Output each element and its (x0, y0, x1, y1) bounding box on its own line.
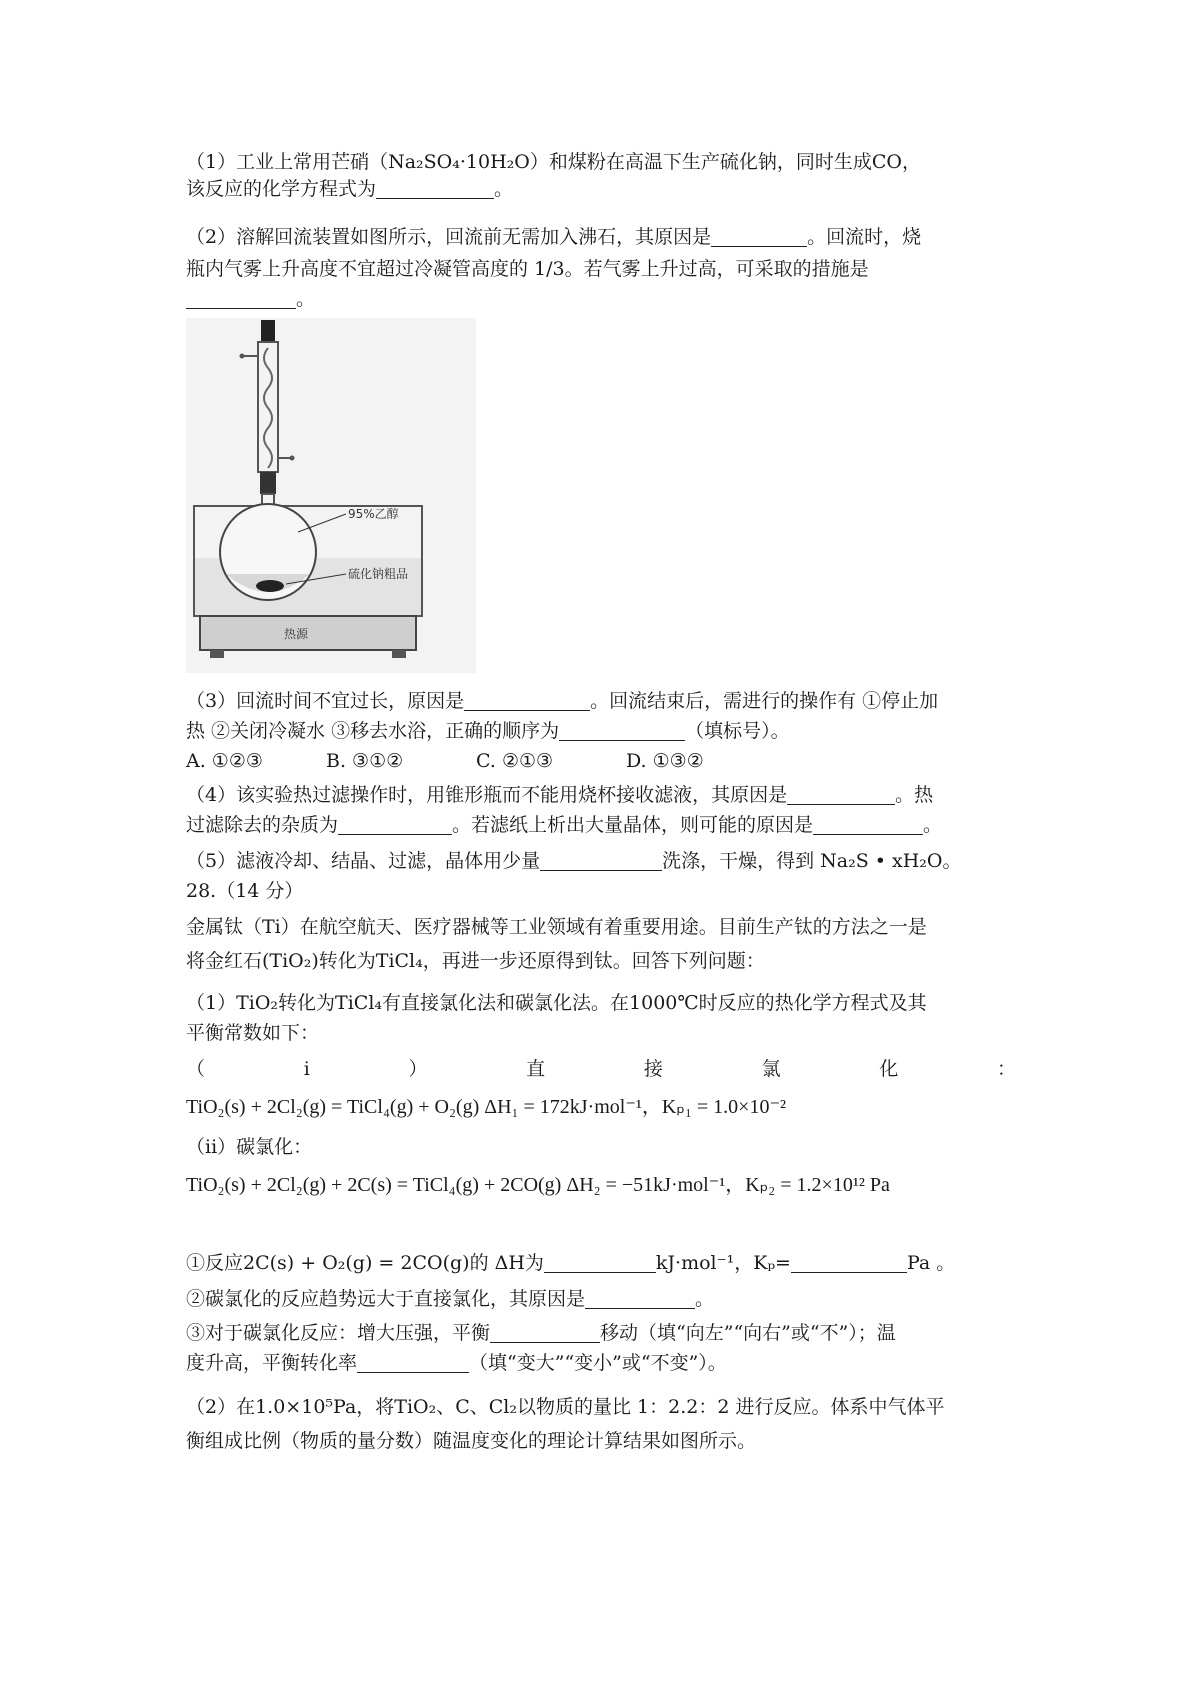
equation-direct-chlorination: TiO₂(s) + 2Cl₂(g) = TiCl₄(g) + O₂(g) ΔH₁ = 172kJ·mol⁻¹，Kₚ₁ = 1.0×10⁻² (186, 1096, 787, 1118)
q28-sub1-unit: kJ·mol⁻¹，Kₚ= (655, 1252, 791, 1274)
option-c: C. ②①③ (476, 750, 554, 772)
answer-blank (791, 1252, 907, 1273)
q28-sub2-text: ②碳氯化的反应趋势远大于直接氯化，其原因是 (186, 1288, 586, 1310)
water-inlet (290, 456, 295, 461)
token: 接 (643, 1058, 663, 1080)
q27-part4-line1 (186, 780, 933, 810)
answer-blank (711, 226, 807, 247)
q27-part1-line1: （1）工业上常用芒硝（Na₂SO₄·10H₂O）和煤粉在高温下生产硫化钠，同时生成CO， (186, 151, 921, 173)
q27-part2-line3 (186, 284, 315, 314)
q27-part5-end: 洗涤，干燥，得到 Na₂S • xH₂O。 (662, 850, 962, 872)
q28-sub3-line1 (186, 1318, 896, 1348)
q28-part1-line2: 平衡常数如下： (186, 1022, 320, 1044)
q28-part1-line1: （1）TiO₂转化为TiCl₄有直接氯化法和碳氯化法。在1000℃时反应的热化学方程式及其 (186, 992, 927, 1014)
q27-part4-end: 。 (923, 814, 943, 836)
q27-part4-text3: 。若滤纸上析出大量晶体，则可能的原因是 (452, 814, 814, 836)
q27-part3-text-cont: 。回流结束后，需进行的操作有 ①停止加 (590, 690, 939, 712)
condenser-stopper (261, 320, 275, 342)
heat-source-foot-right (392, 650, 406, 658)
answer-blank (357, 1352, 469, 1373)
q27-part1-line2 (186, 174, 513, 204)
q27-part3-text: （3）回流时间不宜过长，原因是 (186, 690, 465, 712)
answer-blank (540, 850, 662, 871)
heat-source-foot-left (210, 650, 224, 658)
q28-sub1-end: Pa 。 (906, 1252, 956, 1274)
answer-blank (813, 814, 923, 835)
q28-sub3-line2 (186, 1348, 727, 1378)
answer-blank (490, 1322, 600, 1343)
answer-blank (376, 178, 494, 199)
token: i (303, 1058, 310, 1080)
q27-part5-text: （5）滤液冷却、结晶、过滤，晶体用少量 (186, 850, 541, 872)
q27-part2-end: 。 (296, 288, 316, 310)
equation-carbochlorination: TiO₂(s) + 2Cl₂(g) + 2C(s) = TiCl₄(g) + 2CO(g) ΔH₂ = −51kJ·mol⁻¹，Kₚ₂ = 1.2×10¹² Pa (186, 1174, 890, 1196)
q27-part1-end: 。 (494, 178, 514, 200)
token: ： (996, 1058, 1016, 1080)
q27-part4-text-cont: 。热 (895, 784, 934, 806)
q27-part4-text: （4）该实验热过滤操作时，用锥形瓶而不能用烧杯接收滤液，其原因是 (186, 784, 788, 806)
option-b: B. ③①② (326, 750, 404, 772)
answer-blank (585, 1288, 695, 1309)
q28-sub3-text: ③对于碳氯化反应：增大压强，平衡 (186, 1322, 491, 1344)
q27-part4-line2 (186, 810, 942, 840)
q27-part3-line1 (186, 686, 938, 716)
q28-sub1-line (186, 1248, 955, 1278)
q27-part2-line2: 瓶内气雾上升高度不宜超过冷凝管高度的 1/3。若气雾上升过高，可采取的措施是 (186, 258, 869, 280)
label-crude: 硫化钠粗品 (348, 567, 409, 581)
condenser-coil (264, 348, 272, 468)
crude-solid (256, 580, 284, 592)
q28-sub3-text-cont: 移动（填“向左”“向右”或“不”）；温 (600, 1322, 896, 1344)
label-heat-source: 热源 (283, 627, 309, 641)
q28-sub2-end: 。 (695, 1288, 715, 1310)
q27-part1-text: 该反应的化学方程式为 (186, 178, 377, 200)
q28-sub2-line (186, 1284, 714, 1314)
token: 氯 (761, 1058, 781, 1080)
q28-intro-line2: 将金红石(TiO₂)转化为TiCl₄，再进一步还原得到钛。回答下列问题： (186, 950, 765, 972)
q27-part2-line1 (186, 222, 921, 252)
token: ） (408, 1058, 428, 1080)
q28-part2-line2: 衡组成比例（物质的量分数）随温度变化的理论计算结果如图所示。 (186, 1430, 757, 1452)
answer-blank (186, 288, 296, 309)
reflux-apparatus-diagram (186, 318, 476, 673)
option-a: A. ①②③ (186, 750, 263, 772)
q27-part3-end: （填标号）。 (685, 720, 790, 742)
q27-part3-text2: 热 ②关闭冷凝水 ③移去水浴，正确的顺序为 (186, 720, 560, 742)
q27-part3-options (186, 746, 776, 776)
q28-sub1-text: ①反应2C(s) + O₂(g) = 2CO(g)的 ΔH为 (186, 1252, 544, 1274)
carbochlorination-label: （ii）碳氯化： (186, 1136, 313, 1158)
option-d: D. ①③② (626, 750, 704, 772)
answer-blank (544, 1252, 656, 1273)
answer-blank (338, 814, 452, 835)
q27-part3-line2 (186, 716, 790, 746)
q28-sub3-text2: 度升高，平衡转化率 (186, 1352, 358, 1374)
label-ethanol: 95%乙醇 (348, 507, 399, 521)
q27-part2-text: （2）溶解回流装置如图所示，回流前无需加入沸石，其原因是 (186, 226, 712, 248)
q27-part5-line (186, 846, 961, 876)
q28-header: 28.（14 分） (186, 880, 304, 902)
token: （ (186, 1058, 206, 1080)
token: 直 (526, 1058, 546, 1080)
reflux-apparatus-figure (186, 318, 476, 673)
q28-sub3-end: （填“变大”“变小”或“不变”）。 (469, 1352, 727, 1374)
direct-chlorination-label (186, 1054, 1016, 1084)
answer-blank (787, 784, 895, 805)
token: 化 (879, 1058, 899, 1080)
water-outlet (240, 354, 245, 359)
q28-part2-line1: （2）在1.0×10⁵Pa，将TiO₂、C、Cl₂以物质的量比 1：2.2：2 进行反应。体系中气体平 (186, 1396, 945, 1418)
q27-part2-text-cont: 。回流时，烧 (807, 226, 922, 248)
answer-blank (464, 690, 590, 711)
q27-part4-text2: 过滤除去的杂质为 (186, 814, 339, 836)
answer-blank (559, 720, 685, 741)
ground-glass-joint (260, 472, 276, 494)
q28-intro-line1: 金属钛（Ti）在航空航天、医疗器械等工业领域有着重要用途。目前生产钛的方法之一是 (186, 916, 927, 938)
